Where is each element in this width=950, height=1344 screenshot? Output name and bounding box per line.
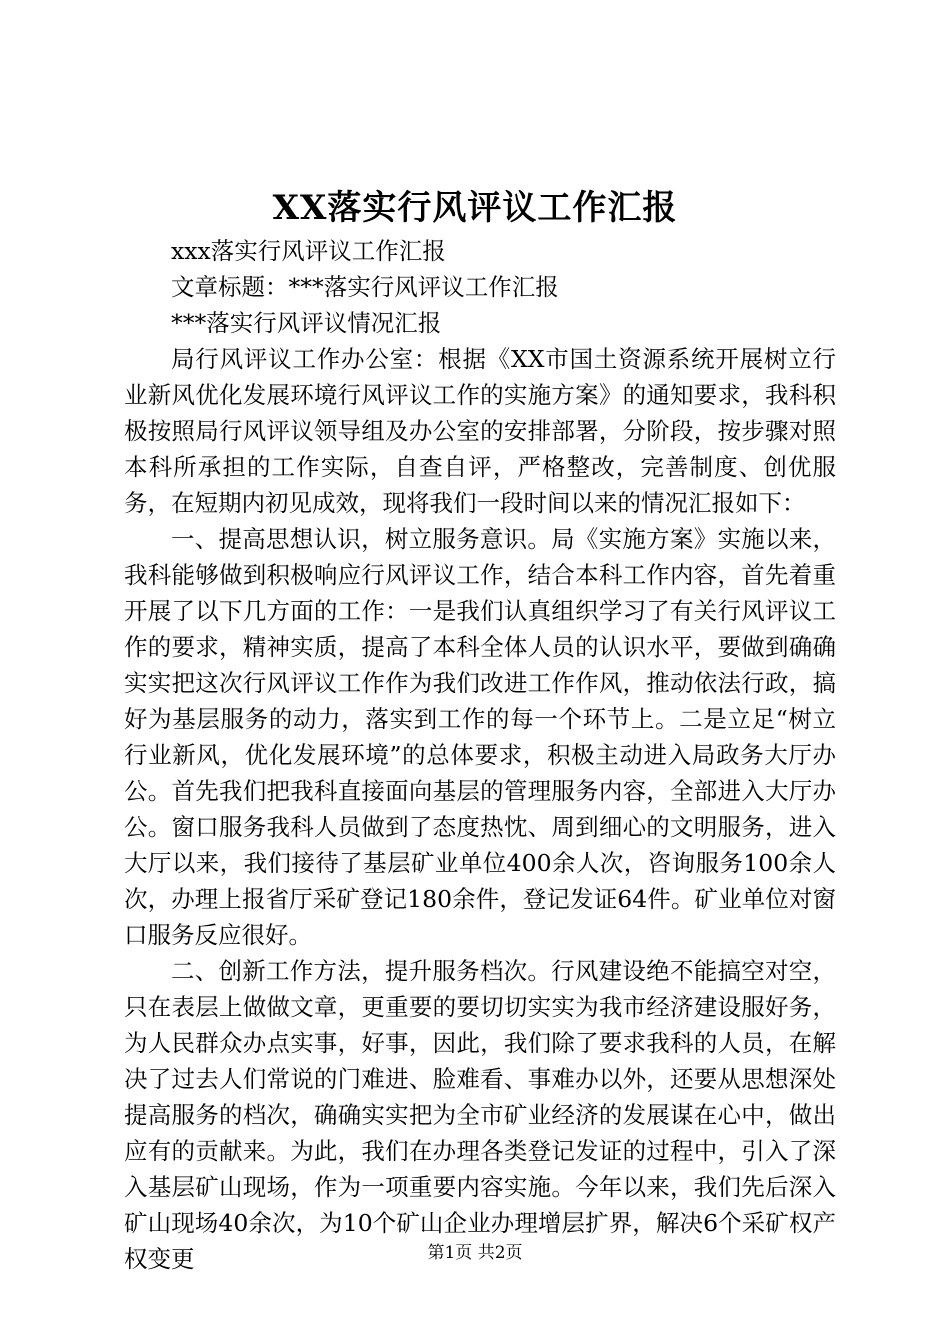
paragraph-subtitle: xxx落实行风评议工作汇报 xyxy=(171,237,446,265)
document-body xyxy=(124,233,836,1277)
paragraph-intro: 局行风评议工作办公室：根据《XX市国土资源系统开展树立行业新风优化发展环境行风评议工作的实施方案》的通知要求，我科积极按照局行风评议领导组及办公室的安排部署，分阶段，按步骤对照本科所承担的工作实际，自查自评，严格整改，完善制度、创优服务，在短期内初见成效，现将我们一段时间以来的情况汇报如下： xyxy=(124,345,836,517)
page-footer: 第1页 共2页 xyxy=(427,1243,523,1263)
paragraph-section-two: 二、创新工作方法，提升服务档次。行风建设绝不能搞空对空，只在表层上做做文章，更重要的要切切实实为我市经济建设服好务，为人民群众办点实事，好事，因此，我们除了要求我科的人员，在解决了过去人们常说的门难进、脸难看、事难办以外，还要从思想深处提高服务的档次，确确实实把为全市矿业经济的发展谋在心中，做出应有的贡献来。为此，我们在办理各类登记发证的过程中，引入了深入基层矿山现场，作为一项重要内容实施。今年以来，我们先后深入矿山现场40余次，为10个矿山企业办理增层扩界，解决6个采矿权产权变更 xyxy=(124,957,836,1273)
paragraph-section-one: 一、提高思想认识，树立服务意识。局《实施方案》实施以来，我科能够做到积极响应行风评议工作，结合本科工作内容，首先着重开展了以下几方面的工作：一是我们认真组织学习了有关行风评议工作的要求，精神实质，提高了本科全体人员的认识水平，要做到确确实实把这次行风评议工作作为我们改进工作作风，推动依法行政，搞好为基层服务的动力，落实到工作的每一个环节上。二是立足“树立行业新风，优化发展环境”的总体要求，积极主动进入局政务大厅办公。首先我们把我科直接面向基层的管理服务内容，全部进入大厅办公。窗口服务我科人员做到了态度热忱、周到细心的文明服务，进入大厅以来，我们接待了基层矿业单位400余人次，咨询服务100余人次，办理上报省厅采矿登记180余件，登记发证64件。矿业单位对窗口服务反应很好。 xyxy=(124,525,836,949)
paragraph-report-heading: ***落实行风评议情况汇报 xyxy=(171,309,442,337)
paragraph-article-title: 文章标题：***落实行风评议工作汇报 xyxy=(171,273,559,301)
document-title: XX落实行风评议工作汇报 xyxy=(272,188,678,228)
